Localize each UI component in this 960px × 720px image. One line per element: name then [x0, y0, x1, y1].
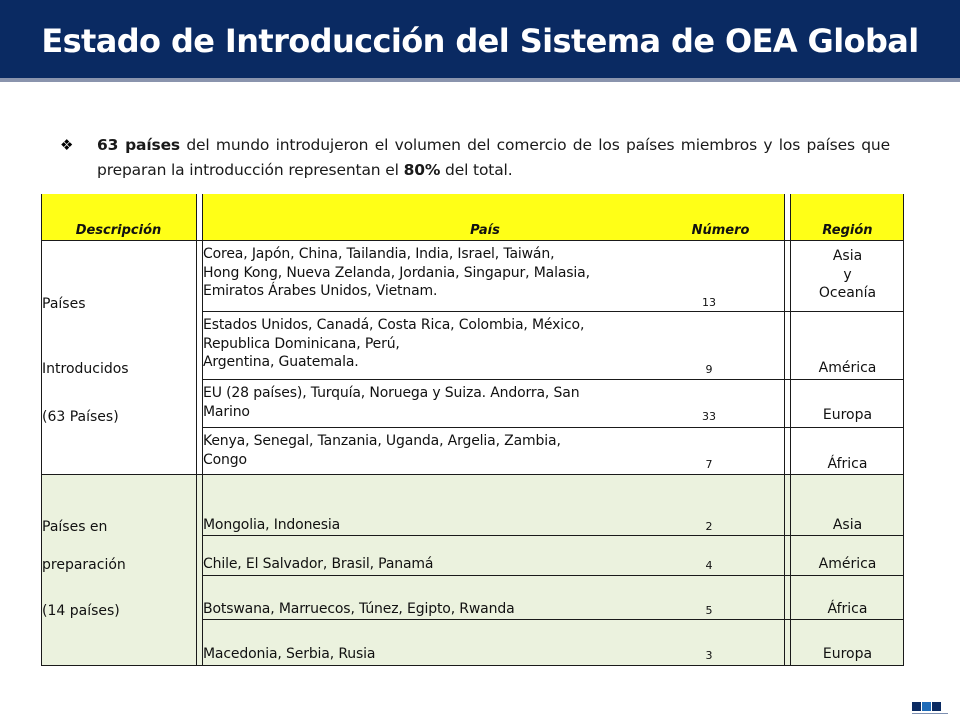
- grid-line: [202, 311, 904, 312]
- group-preparacion-label-3: (14 países): [42, 603, 120, 619]
- row-pais-africa: [203, 432, 561, 469]
- region-line: América: [818, 360, 877, 376]
- region-line: Europa: [822, 407, 873, 423]
- row-pais-prep-america: [203, 555, 433, 574]
- grid-line: [202, 427, 904, 428]
- pais-line: Argentina, Guatemala.: [203, 354, 359, 370]
- pais-line: Chile, El Salvador, Brasil, Panamá: [203, 556, 434, 572]
- row-numero: 2: [705, 520, 713, 533]
- row-pais-prep-africa: [203, 600, 515, 619]
- row-region: [791, 516, 904, 535]
- grid-line: [41, 665, 904, 666]
- row-numero: 4: [705, 559, 713, 572]
- intro-text-part-2: del total.: [440, 161, 513, 179]
- row-numero: 9: [705, 363, 713, 376]
- grid-line: [41, 474, 904, 475]
- oea-status-table: [41, 194, 904, 666]
- region-line: América: [818, 556, 877, 572]
- grid-line: [202, 619, 904, 620]
- region-line: Oceanía: [818, 285, 877, 301]
- grid-line: [202, 379, 904, 380]
- pais-line: Hong Kong, Nueva Zelanda, Jordania, Singapur, Malasia,: [203, 264, 590, 281]
- region-line: Europa: [822, 646, 873, 662]
- group-introducidos-label-1: Países: [42, 296, 86, 312]
- header-numero-label: Número: [691, 223, 750, 238]
- row-numero: 13: [702, 296, 716, 309]
- intro-text-part-1: del mundo introdujeron el volumen del comercio de los países miembros y los países que preparan la introducción representan el: [97, 136, 890, 179]
- row-pais-europa: [203, 384, 579, 421]
- row-region: [791, 555, 904, 574]
- region-line: y: [843, 266, 852, 283]
- header-pais-label: País: [470, 223, 500, 238]
- row-numero: 7: [705, 458, 713, 471]
- grid-line: [41, 194, 42, 666]
- row-numero: 3: [705, 649, 713, 662]
- pais-line: Marino: [203, 403, 250, 420]
- pais-line: Mongolia, Indonesia: [203, 517, 341, 533]
- pais-line: EU (28 países), Turquía, Noruega y Suiza. Andorra, San: [203, 385, 580, 401]
- group-introducidos-label-3: (63 Países): [42, 409, 119, 425]
- region-line: África: [827, 456, 868, 472]
- pais-line: Republica Dominicana, Perú,: [203, 335, 400, 352]
- grid-line: [196, 194, 197, 666]
- pais-line: Kenya, Senegal, Tanzania, Uganda, Argelia, Zambia,: [203, 433, 561, 449]
- row-pais-prep-asia: [203, 516, 340, 535]
- grid-line: [202, 575, 904, 576]
- intro-percentage: 80%: [403, 161, 441, 179]
- grid-line: [784, 194, 785, 666]
- pais-line: Botswana, Marruecos, Túnez, Egipto, Rwanda: [203, 601, 515, 617]
- row-pais-america: [203, 316, 584, 372]
- intro-text: [97, 133, 890, 183]
- header-numero: [627, 194, 784, 240]
- row-region: [791, 359, 904, 378]
- region-line: Asia: [832, 517, 863, 533]
- header-pais: [203, 194, 627, 240]
- group-introducidos-label-2: Introducidos: [42, 361, 129, 377]
- row-numero: 5: [705, 604, 713, 617]
- pais-line: Emiratos Árabes Unidos, Vietnam.: [203, 283, 438, 299]
- row-region: [791, 600, 904, 619]
- row-pais-asia: [203, 245, 590, 301]
- header-descripcion-label: Descripción: [75, 223, 162, 238]
- row-region: [791, 645, 904, 664]
- grid-line: [202, 535, 904, 536]
- diamond-bullet-icon: ❖: [60, 136, 74, 154]
- row-region: [791, 406, 904, 425]
- page-title: Estado de Introducción del Sistema de OEA Global: [41, 22, 919, 60]
- row-region: [791, 455, 904, 474]
- pais-line: Estados Unidos, Canadá, Costa Rica, Colombia, México,: [203, 317, 585, 333]
- region-line: Asia: [832, 248, 863, 264]
- row-numero: 33: [702, 410, 716, 423]
- group-preparacion-label-2: preparación: [42, 557, 126, 573]
- region-line: África: [827, 601, 868, 617]
- grid-line: [41, 240, 904, 241]
- prep-rows-background: [41, 474, 904, 665]
- header-descripcion: [41, 194, 196, 240]
- header-region: [791, 194, 904, 240]
- intro-lead-bold: 63 países: [97, 136, 181, 154]
- pais-line: Corea, Japón, China, Tailandia, India, Israel, Taiwán,: [203, 246, 555, 262]
- row-region: [791, 247, 904, 303]
- pais-line: Congo: [203, 451, 247, 468]
- group-preparacion-label-1: Países en: [42, 519, 108, 535]
- customs-logo-icon: [912, 700, 948, 716]
- row-pais-prep-europa: [203, 645, 375, 664]
- intro-bullet: [60, 133, 890, 183]
- header-region-label: Región: [822, 223, 873, 238]
- pais-line: Macedonia, Serbia, Rusia: [203, 646, 376, 662]
